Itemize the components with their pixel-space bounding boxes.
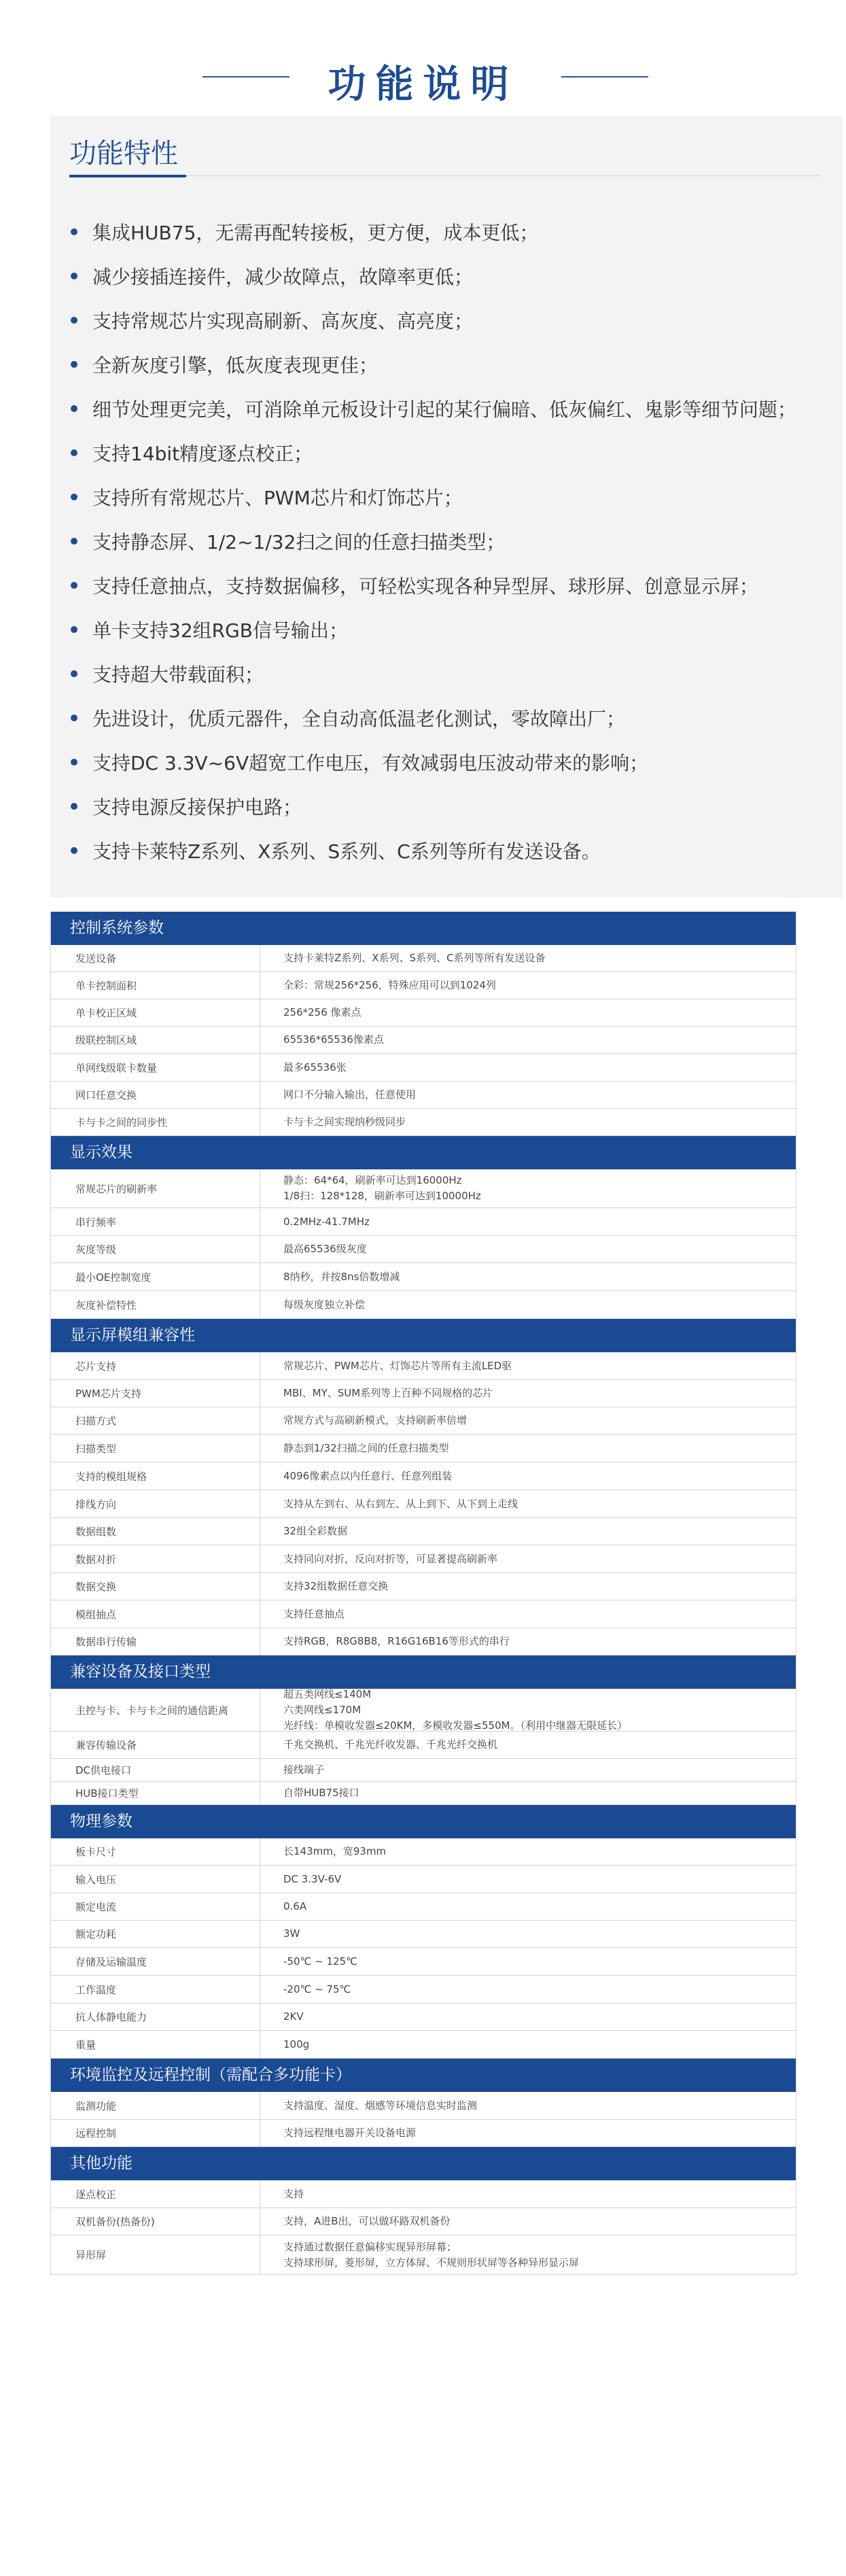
param-value [260, 1545, 796, 1573]
param-value [260, 1573, 796, 1600]
param-value-line: 自带HUB75接口 [283, 1787, 359, 1799]
param-label: 级联控制区域 [51, 1027, 260, 1053]
param-label: 支持的模组规格 [51, 1462, 260, 1490]
param-value [260, 1169, 796, 1207]
table-row [50, 972, 796, 999]
param-value-line: 常规芯片、PWM芯片、灯饰芯片等所有主流LED驱 [283, 1359, 512, 1372]
bullet-icon [71, 273, 77, 279]
table-row [50, 1462, 796, 1490]
feature-text: 集成HUB75，无需再配转接板，更方便，成本更低； [92, 222, 539, 244]
features-title: 功能特性 [69, 138, 178, 169]
param-value [260, 1263, 796, 1290]
table-row [50, 1082, 796, 1109]
table-row [50, 1027, 796, 1054]
table-row [50, 1407, 796, 1435]
feature-item [71, 255, 832, 299]
param-value-line: 最多65536张 [283, 1061, 347, 1074]
feature-text: 支持常规芯片实现高刷新、高灰度、高亮度； [92, 310, 474, 332]
param-value [260, 1236, 796, 1263]
title-right-rule [561, 76, 648, 78]
param-label: 数据交换 [51, 1573, 260, 1600]
bullet-icon [71, 715, 77, 721]
param-label: 逐点校正 [51, 2180, 260, 2208]
feature-text: 先进设计，优质元器件，全自动高低温老化测试，零故障出厂； [92, 708, 626, 730]
param-label: 远程控制 [51, 2120, 260, 2146]
param-label: 扫描方式 [51, 1407, 260, 1434]
bullet-icon [71, 538, 77, 545]
param-value [260, 1027, 796, 1053]
param-label: 数据对折 [51, 1545, 260, 1573]
bullet-icon [71, 626, 77, 633]
param-label: 单网线级联卡数量 [51, 1054, 260, 1081]
feature-item [71, 520, 832, 564]
param-value-line: 支持卡莱特Z系列、X系列、S系列、C系列等所有发送设备 [283, 952, 546, 964]
param-label: PWM芯片支持 [51, 1380, 260, 1407]
param-value [260, 2004, 796, 2030]
param-value [260, 2031, 796, 2058]
table-row [50, 1759, 796, 1782]
param-value-line: 0.2MHz-41.7MHz [283, 1215, 370, 1228]
table-row [50, 999, 796, 1027]
param-label: 抗人体静电能力 [51, 2004, 260, 2030]
param-value-line: -50℃ ~ 125℃ [283, 1955, 357, 1968]
bullet-icon [71, 317, 77, 324]
page-header [0, 0, 846, 116]
param-label: 芯片支持 [51, 1352, 260, 1379]
param-value-line: 65536*65536像素点 [283, 1033, 384, 1046]
param-value-line: 六类网线≤170M [283, 1703, 362, 1716]
param-value-line: 接线端子 [283, 1764, 325, 1776]
param-label: 异形屏 [51, 2235, 260, 2274]
param-label: 监测功能 [51, 2092, 260, 2119]
param-value-line: 支持温度、湿度、烟感等环境信息实时监测 [283, 2099, 478, 2112]
table-row [50, 1921, 796, 1948]
param-value [260, 2208, 796, 2235]
table-row [50, 1208, 796, 1236]
param-value-line: 1/8扫：128*128，刷新率可达到10000Hz [283, 1190, 481, 1202]
param-value-line: 常规方式与高刷新模式，支持刷新率倍增 [283, 1414, 468, 1426]
param-value [260, 2092, 796, 2119]
param-value-line: 超五类网线≤140M [283, 1687, 372, 1700]
feature-item [71, 741, 832, 785]
param-value-line: 网口不分输入输出，任意使用 [283, 1088, 417, 1101]
section-header: 显示屏模组兼容性 [50, 1319, 796, 1352]
table-row [50, 1518, 796, 1545]
param-value [260, 1866, 796, 1893]
bullet-icon [71, 803, 77, 810]
feature-item [71, 476, 832, 520]
param-label: 灰度补偿特性 [51, 1291, 260, 1318]
spec-table [50, 912, 796, 2275]
param-value-line: 最高65536级灰度 [283, 1243, 367, 1255]
table-row [50, 2208, 796, 2235]
feature-item [71, 785, 832, 829]
feature-item [71, 388, 832, 432]
param-value [260, 1893, 796, 1920]
param-label: 额定电流 [51, 1893, 260, 1920]
param-value [260, 1407, 796, 1434]
table-row [50, 2235, 796, 2275]
table-row [50, 1054, 796, 1082]
section-header: 其他功能 [50, 2147, 796, 2180]
table-row [50, 945, 796, 972]
table-row [50, 1628, 796, 1655]
param-value-line: 支持任意抽点 [283, 1607, 345, 1620]
param-value-line: 3W [283, 1927, 300, 1940]
table-row [50, 2004, 796, 2031]
table-row [50, 1490, 796, 1518]
param-value-line: 全彩：常规256*256，特殊应用可以到1024列 [283, 979, 496, 991]
param-label: 单卡校正区域 [51, 999, 260, 1026]
table-row [50, 1236, 796, 1263]
section-header: 控制系统参数 [50, 912, 796, 945]
param-label: 工作温度 [51, 1976, 260, 2003]
table-row [50, 1263, 796, 1291]
param-value-line: 2KV [283, 2010, 304, 2023]
table-row [50, 1435, 796, 1462]
param-value-line: 0.6A [283, 1900, 307, 1912]
param-value-line: 卡与卡之间实现纳秒级同步 [283, 1116, 406, 1128]
feature-text: 支持卡莱特Z系列、X系列、S系列、C系列等所有发送设备。 [92, 840, 601, 863]
bullet-icon [71, 361, 77, 368]
param-label: 发送设备 [51, 945, 260, 972]
param-value [260, 1518, 796, 1545]
param-value [260, 999, 796, 1026]
param-value-line: 每级灰度独立补偿 [283, 1298, 366, 1311]
param-label: 模组抽点 [51, 1600, 260, 1628]
param-label: DC供电接口 [51, 1759, 260, 1781]
param-value [260, 1782, 796, 1804]
param-value [260, 2180, 796, 2208]
param-value [260, 972, 796, 999]
param-label: 双机备份(热备份) [51, 2208, 260, 2235]
param-value [260, 1380, 796, 1407]
bullet-icon [71, 449, 77, 456]
param-label: 单卡控制面积 [51, 972, 260, 999]
param-value [260, 2235, 796, 2274]
param-value-line: 支持，A进B出，可以做环路双机备份 [283, 2215, 451, 2227]
param-label: 数据组数 [51, 1518, 260, 1545]
param-value [260, 1109, 796, 1135]
param-value [260, 1921, 796, 1947]
table-row [50, 1689, 796, 1732]
param-value-line: 256*256 像素点 [283, 1006, 362, 1018]
param-label: 灰度等级 [51, 1236, 260, 1263]
param-value-line: 4096像素点以内任意行、任意列组装 [283, 1469, 453, 1482]
param-value [260, 1208, 796, 1235]
param-value-line: 支持 [283, 2187, 304, 2200]
feature-item [71, 564, 832, 608]
table-row [50, 1545, 796, 1573]
param-value-line: 32组全彩数据 [283, 1525, 348, 1537]
param-label: 兼容传输设备 [51, 1732, 260, 1758]
param-value-line: 长143mm，宽93mm [283, 1845, 387, 1857]
feature-item [71, 211, 832, 255]
param-value-line: 千兆交换机、千兆光纤收发器、千兆光纤交换机 [283, 1738, 498, 1751]
param-value [260, 2120, 796, 2146]
param-label: HUB接口类型 [51, 1782, 260, 1804]
param-label: 常规芯片的刷新率 [51, 1169, 260, 1207]
table-row [50, 1838, 796, 1866]
param-label: 板卡尺寸 [51, 1838, 260, 1865]
feature-item [71, 608, 832, 653]
param-value [260, 1490, 796, 1517]
feature-text: 支持所有常规芯片、PWM芯片和灯饰芯片； [92, 487, 463, 509]
param-label: 卡与卡之间的同步性 [51, 1109, 260, 1135]
param-label: 存储及运输温度 [51, 1948, 260, 1975]
bullet-icon [71, 670, 77, 677]
table-row [50, 1109, 796, 1136]
param-value-line: 静态：64*64，刷新率可达到16000Hz [283, 1174, 462, 1186]
param-value-line: -20℃ ~ 75℃ [283, 1982, 351, 1995]
param-value [260, 1600, 796, 1628]
param-label: 最小OE控制宽度 [51, 1263, 260, 1290]
param-value [260, 1352, 796, 1379]
section-header: 环境监控及远程控制（需配合多功能卡） [50, 2059, 796, 2092]
param-value-line: DC 3.3V-6V [283, 1872, 342, 1885]
param-value [260, 1054, 796, 1081]
table-row [50, 1380, 796, 1407]
param-label: 串行频率 [51, 1208, 260, 1235]
param-value [260, 1759, 796, 1781]
param-value-line: 支持RGB，R8G8B8，R16G16B16等形式的串行 [283, 1635, 510, 1647]
param-label: 主控与卡、卡与卡之间的通信距离 [51, 1689, 260, 1731]
param-value-line: 光纤线：单模收发器≤20KM，多模收发器≤550M。（利用中继器无限延长） [283, 1719, 628, 1732]
param-label: 额定功耗 [51, 1921, 260, 1947]
table-row [50, 1573, 796, 1600]
page-title: 功能说明 [328, 63, 518, 107]
bullet-icon [71, 228, 77, 235]
param-value-line: 支持远程继电器开关设备电源 [283, 2127, 417, 2139]
table-row [50, 2092, 796, 2120]
param-label: 数据串行传输 [51, 1628, 260, 1655]
param-value-line: 支持同向对折，反向对折等，可显著提高刷新率 [283, 1552, 498, 1565]
param-value [260, 945, 796, 972]
param-value-line: 支持通过数据任意偏移实现异形屏幕； [283, 2240, 457, 2253]
section-header: 兼容设备及接口类型 [50, 1655, 796, 1689]
feature-text: 支持超大带载面积； [92, 664, 264, 686]
table-row [50, 1291, 796, 1319]
param-value [260, 1462, 796, 1490]
param-value [260, 1628, 796, 1655]
feature-list [71, 211, 832, 874]
feature-item [71, 653, 832, 697]
table-row [50, 1948, 796, 1976]
param-value-line: 100g [283, 2038, 310, 2050]
bullet-icon [71, 494, 77, 500]
feature-item [71, 432, 832, 476]
param-value-line: 支持球形屏，菱形屏，立方体屏、不规则形状屏等各种异形显示屏 [283, 2256, 580, 2269]
table-row [50, 1732, 796, 1759]
table-row [50, 2180, 796, 2208]
param-value [260, 1082, 796, 1108]
section-header: 物理参数 [50, 1805, 796, 1838]
section-header: 显示效果 [50, 1136, 796, 1169]
feature-text: 减少接插连接件，减少故障点，故障率更低； [92, 266, 474, 288]
feature-text: 支持DC 3.3V~6V超宽工作电压，有效减弱电压波动带来的影响； [92, 752, 649, 774]
table-row [50, 2120, 796, 2147]
param-label: 网口任意交换 [51, 1082, 260, 1108]
param-value-line: 8纳秒，并按8ns倍数增减 [283, 1270, 400, 1283]
feature-item [71, 697, 832, 741]
table-row [50, 1976, 796, 2004]
feature-text: 支持静态屏、1/2~1/32扫之间的任意扫描类型； [92, 531, 506, 553]
feature-item [71, 299, 832, 343]
param-value [260, 1732, 796, 1758]
table-row [50, 1352, 796, 1380]
param-value [260, 1435, 796, 1462]
feature-item [71, 343, 832, 388]
table-row [50, 2031, 796, 2059]
table-row [50, 1600, 796, 1628]
param-value-line: 静态到1/32扫描之间的任意扫描类型 [283, 1441, 449, 1454]
table-row [50, 1893, 796, 1921]
feature-text: 细节处理更完美，可消除单元板设计引起的某行偏暗、低灰偏红、鬼影等细节问题； [92, 398, 797, 421]
features-panel [50, 116, 843, 897]
feature-text: 支持电源反接保护电路； [92, 796, 302, 819]
param-value-line: 支持32组数据任意交换 [283, 1580, 389, 1592]
param-label: 重量 [51, 2031, 260, 2058]
bullet-icon [71, 847, 77, 854]
bullet-icon [71, 582, 77, 589]
feature-text: 支持任意抽点，支持数据偏移，可轻松实现各种异型屏、球形屏、创意显示屏； [92, 575, 759, 598]
features-title-accent [69, 175, 186, 177]
feature-text: 支持14bit精度逐点校正； [92, 443, 313, 465]
param-value-line: MBI、MY、SUM系列等上百种不同规格的芯片 [283, 1387, 493, 1399]
param-label: 扫描类型 [51, 1435, 260, 1462]
param-value [260, 1291, 796, 1318]
bullet-icon [71, 759, 77, 766]
feature-text: 单卡支持32组RGB信号输出； [92, 619, 348, 642]
param-value [260, 1838, 796, 1865]
feature-text: 全新灰度引擎，低灰度表现更佳； [92, 354, 378, 377]
bullet-icon [71, 405, 77, 412]
param-label: 输入电压 [51, 1866, 260, 1893]
param-value-line: 支持从左到右、从右到左、从上到下、从下到上走线 [283, 1497, 518, 1510]
param-label: 排线方向 [51, 1490, 260, 1517]
table-row [50, 1169, 796, 1208]
param-value [260, 1689, 796, 1731]
feature-item [71, 829, 832, 874]
param-value [260, 1948, 796, 1975]
param-value [260, 1976, 796, 2003]
table-row [50, 1866, 796, 1893]
table-row [50, 1782, 796, 1805]
